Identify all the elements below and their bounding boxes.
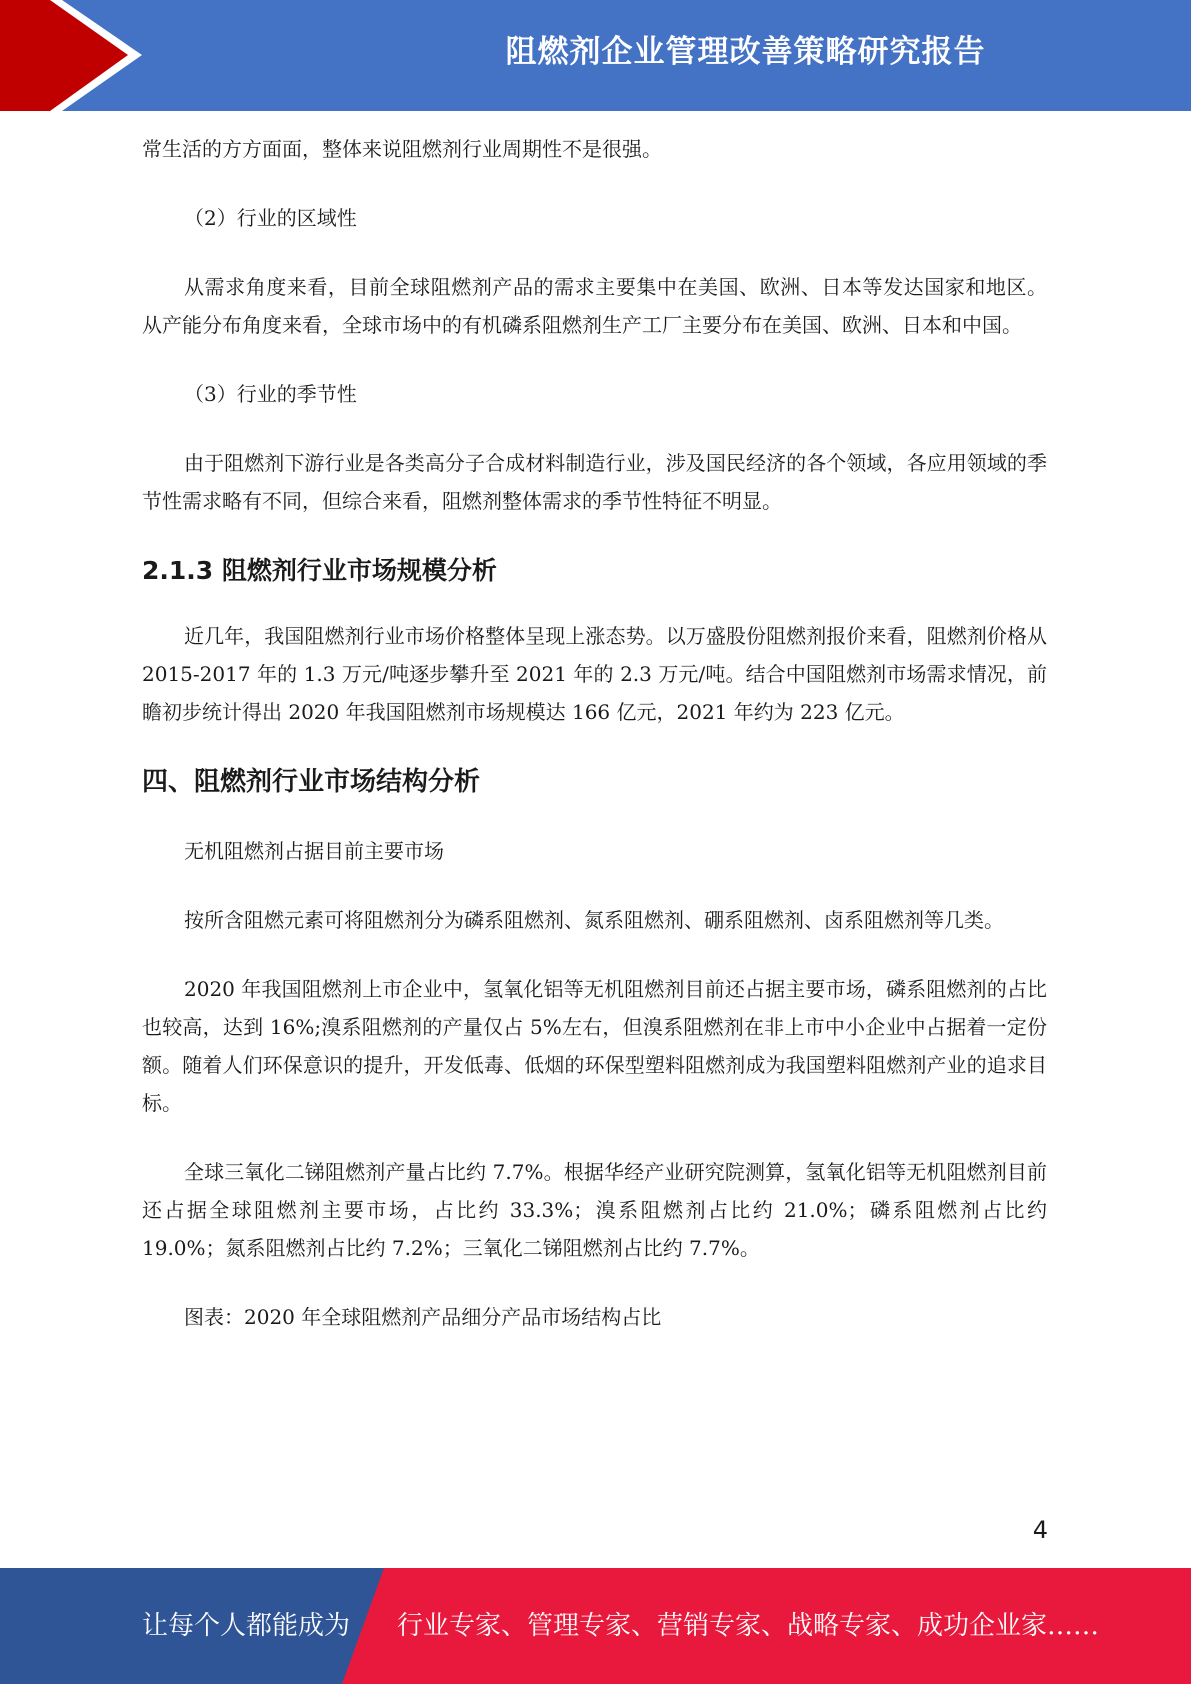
footer-slogan-right: 行业专家、管理专家、营销专家、战略专家、成功企业家……	[397, 1611, 1100, 1641]
subsection-label: （2）行业的区域性	[184, 206, 357, 230]
figure-caption: 图表：2020 年全球阻燃剂产品细分产品市场结构占比	[184, 1305, 662, 1329]
page-header	[0, 0, 1191, 111]
paragraph: 按所含阻燃元素可将阻燃剂分为磷系阻燃剂、氮系阻燃剂、硼系阻燃剂、卤系阻燃剂等几类。	[184, 908, 1004, 932]
paragraph: 2020 年我国阻燃剂上市企业中，氢氧化铝等无机阻燃剂目前还占据主要市场，磷系阻燃剂的占比也较高，达到 16%;溴系阻燃剂的产量仅占 5%左右，但溴系阻燃剂在非上市中小企业中占据着一定份额。随着人们环保意识的提升，开发低毒、低烟的环保型塑料阻燃剂成为我国塑料阻燃剂产业的追求目标。	[142, 977, 1047, 1115]
header-chevron-decoration	[0, 0, 160, 111]
paragraph: 从需求角度来看，目前全球阻燃剂产品的需求主要集中在美国、欧洲、日本等发达国家和地区。 从产能分布角度来看，全球市场中的有机磷系阻燃剂生产工厂主要分布在美国、欧洲、日本和中国。	[142, 275, 1047, 337]
report-title: 阻燃剂企业管理改善策略研究报告	[505, 34, 986, 70]
page-footer	[0, 1568, 1191, 1684]
subsection-label: （3）行业的季节性	[184, 382, 357, 406]
footer-slogan-left: 让每个人都能成为	[142, 1611, 351, 1641]
page-number: 4	[1032, 1516, 1048, 1544]
chapter-heading: 四、阻燃剂行业市场结构分析	[142, 767, 481, 797]
paragraph: 全球三氧化二锑阻燃剂产量占比约 7.7%。根据华经产业研究院测算，氢氧化铝等无机阻燃剂目前还占据全球阻燃剂主要市场，占比约 33.3%；溴系阻燃剂占比约 21.0%；磷系阻燃剂占比约 19.0%；氮系阻燃剂占比约 7.2%；三氧化二锑阻燃剂占比约 7.7%。	[142, 1160, 1047, 1260]
document-body	[142, 130, 1047, 1367]
paragraph: 无机阻燃剂占据目前主要市场	[184, 839, 444, 863]
paragraph: 常生活的方方面面，整体来说阻燃剂行业周期性不是很强。	[142, 137, 662, 161]
paragraph: 由于阻燃剂下游行业是各类高分子合成材料制造行业，涉及国民经济的各个领域，各应用领域的季节性需求略有不同，但综合来看，阻燃剂整体需求的季节性特征不明显。	[142, 451, 1047, 513]
section-heading: 2.1.3 阻燃剂行业市场规模分析	[142, 556, 497, 585]
paragraph: 近几年，我国阻燃剂行业市场价格整体呈现上涨态势。以万盛股份阻燃剂报价来看，阻燃剂价格从 2015-2017 年的 1.3 万元/吨逐步攀升至 2021 年的 2.3 万元/吨。结合中国阻燃剂市场需求情况，前瞻初步统计得出 2020 年我国阻燃剂市场规模达 166 亿元，2021 年约为 223 亿元。	[142, 624, 1047, 724]
